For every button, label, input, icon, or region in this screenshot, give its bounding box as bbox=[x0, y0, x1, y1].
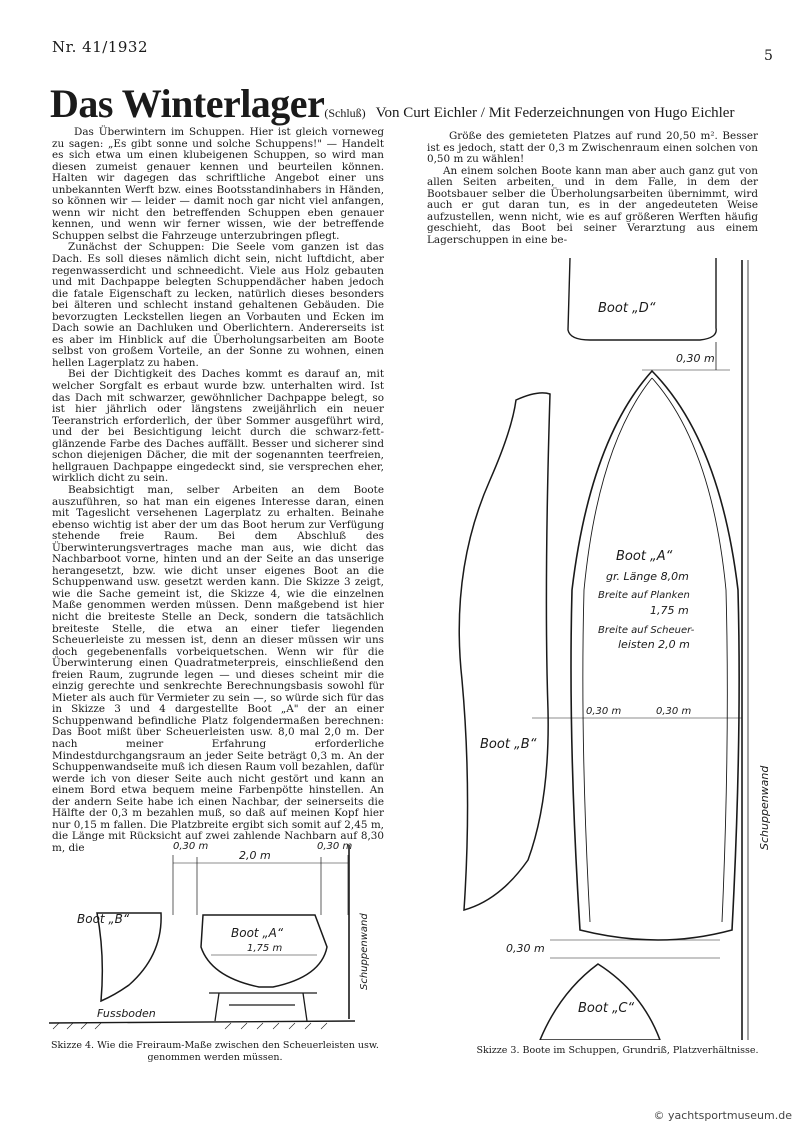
paragraph: Zunächst der Schuppen: Die Seele vom ganzen ist das Dach. Es soll dieses nämlich dicht sein, nicht luftdicht, aber regenwasserdicht und schneedicht. Viele aus Holz gebauten und mit Dachpappe belegten Schuppendächer haben jedoch die fatale Eigenschaft zu lecken, natürlich dieses besonders bei älteren und schlecht instand gehaltenen Gebäuden. Die bevorzugten Leckstellen liegen an Vorbauten und Ecken im Dach sowie an Dachluken und Oberlichtern. Andererseits ist es aber im Hinblick auf die Überholungsarbeiten am Boote selbst von großem Vorteile, an der Sonne zu wohnen, einen hellen Lagerplatz zu haben. bbox=[52, 241, 384, 369]
sketch4-caption: Skizze 4. Wie die Freiraum-Maße zwischen den Scheuerleisten usw. genommen werden müssen. bbox=[51, 1040, 379, 1063]
sketch3-caption: Skizze 3. Boote im Schuppen, Grundriß, Platzverhältnisse. bbox=[476, 1045, 759, 1056]
sketch3-boat-a-beam-value: 1,75 m bbox=[650, 604, 689, 617]
sketch3-boat-a-rub-value: leisten 2,0 m bbox=[618, 638, 690, 651]
boat-b-outline bbox=[459, 393, 550, 910]
sketch4-dim-right: 0,30 m bbox=[317, 841, 353, 852]
boat-a-hull bbox=[571, 371, 739, 940]
article-title bbox=[50, 80, 780, 127]
floor-line bbox=[49, 1021, 355, 1023]
sketch3-gap-right: 0,30 m bbox=[656, 706, 692, 717]
article-right-column bbox=[427, 131, 758, 246]
issue-number: Nr. 41/1932 bbox=[52, 38, 148, 56]
boat-b-section bbox=[97, 913, 161, 1001]
page-number: 5 bbox=[764, 48, 773, 64]
sketch3-boat-a-title: Boot „A“ bbox=[616, 549, 673, 564]
sketch3-gap-left: 0,30 m bbox=[586, 706, 622, 717]
title-main: Das Winterlager bbox=[50, 81, 325, 126]
sketch4-boat-b-label: Boot „B“ bbox=[77, 912, 130, 926]
sketch3-boat-a-length: gr. Länge 8,0m bbox=[606, 570, 689, 583]
boat-d-outline bbox=[568, 258, 716, 340]
sketch4-dim-left: 0,30 m bbox=[173, 841, 209, 852]
sketch4-dim-width: 2,0 m bbox=[239, 849, 271, 862]
title-continuation: (Schluß) bbox=[324, 106, 366, 120]
sketch4-cross-section bbox=[45, 835, 385, 1035]
sketch3-gap-top: 0,30 m bbox=[676, 352, 715, 365]
watermark: © yachtsportmuseum.de bbox=[653, 1109, 792, 1122]
floor-hatching bbox=[53, 1023, 327, 1029]
sketch3-boat-a-beam-label: Breite auf Planken bbox=[598, 590, 690, 601]
title-byline: Von Curt Eichler / Mit Federzeichnungen von Hugo Eichler bbox=[375, 105, 735, 121]
sketch3-floor-plan bbox=[420, 240, 780, 1040]
paragraph: Größe des gemieteten Platzes auf rund 20,50 m². Besser ist es jedoch, statt der 0,3 m Zwischenraum einen solchen von 0,50 m zu wählen! bbox=[427, 130, 758, 166]
sketch4-inner-width: 1,75 m bbox=[247, 943, 283, 954]
paragraph: An einem solchen Boote kann man aber auch ganz gut von allen Seiten arbeiten, und in dem Falle, in dem der Bootsbauer selber die Überholungsarbeiten übernimmt, wird auch er gut daran tun, es in der angedeuteten Weise aufzustellen, wenn nicht, wie es auf größeren Werften häufig geschieht, das Boot bei seiner Verarztung aus einem Lagerschuppen in eine be- bbox=[427, 164, 758, 246]
sketch3-boat-d-label: Boot „D“ bbox=[598, 301, 656, 316]
article-left-column bbox=[52, 127, 384, 854]
sketch4-wall-label: Schuppenwand bbox=[359, 913, 370, 990]
paragraph: Bei der Dichtigkeit des Daches kommt es darauf an, mit welcher Sorgfalt es erbaut wurde bzw. unterhalten wird. Ist das Dach mit schwarzer, gewöhnlicher Dachpappe belegt, so ist hier jährlich oder längstens zweijährlich ein neuer Teeranstrich erforderlich, der über Sommer ausgeführt wird, und der bei Besichtigung leicht durch die schwarz-fett-glänzende Farbe des Daches auffällt. Besser und sicherer sind schon diejenigen Dächer, die mit der sogenannten teerfreien, hellgrauen Dachpappe eingedeckt sind, sie versprechen eher, wirklich dicht zu sein. bbox=[52, 368, 384, 485]
sketch4-boat-a-label: Boot „A“ bbox=[231, 926, 284, 940]
paragraph: Das Überwintern im Schuppen. Hier ist gleich vorneweg zu sagen: „Es gibt sonne und solche Schuppens!" — Handelt es sich etwa um einen klubeigenen Schuppen, so wird man diesen zumeist genauer kennen und beurteilen können. Halten wir dagegen das schriftliche Angebot einer uns unbekannten Werft bzw. eines Bootsstandinhabers in Händen, so können wir — leider — damit noch gar nicht viel anfangen, wenn wir nicht den betreffenden Schuppen eben genauer kennen, und wenn wir ferner wissen, wie der betreffende Schuppen selbst die Fahrzeuge unterzubringen pflegt. bbox=[52, 126, 384, 242]
sketch3-boat-b-label: Boot „B“ bbox=[480, 737, 537, 752]
boat-stand bbox=[209, 993, 317, 1021]
sketch3-boat-a-rub-label: Breite auf Scheuer- bbox=[598, 625, 695, 636]
sketch3-wall-label: Schuppenwand bbox=[758, 765, 771, 850]
sketch4-floor-label: Fussboden bbox=[97, 1007, 156, 1020]
sketch3-gap-bottom: 0,30 m bbox=[506, 942, 545, 955]
sketch3-boat-c-label: Boot „C“ bbox=[578, 1001, 635, 1016]
paragraph: Beabsichtigt man, selber Arbeiten an dem Boote auszuführen, so hat man ein eigenes Interesse daran, einen mit Tageslicht versehenen Lagerplatz zu erhalten. Beinahe ebenso wichtig ist aber der um das Boot herum zur Verfügung stehende freie Raum. Bei dem Abschluß des Überwinterungsvertrages mache man aus, wie dicht das Nachbarboot vorne, hinten und an der Seite an das unserige herangesetzt, bzw. wie dicht unser eigenes Boot an die Schuppenwand usw. gesetzt werden kann. Die Skizze 3 zeigt, wie die Sache gemeint ist, die Skizze 4, wie die einzelnen Maße genommen werden müssen. Denn maßgebend ist hier nicht die breiteste Stelle an Deck, sondern die tatsächlich breiteste Stelle, die etwa an einer tiefer liegenden Scheuerleiste zu messen ist, denn an dieser müssen wir uns doch gegebenenfalls vorbeiquetschen. Wenn wir für die Überwinterung einen Quadratmeterpreis, einschließend den freien Raum, zugrunde legen — und dieses scheint mir die einzig gerechte und senkrechte Berechnungsbasis sowohl für Mieter als auch für Vermieter zu sein —, so würde sich für das in Skizze 3 und 4 dargestellte Boot „A" der an einer Schuppenwand befindliche Platz folgendermaßen berechnen: Das Boot mißt über Scheuerleisten usw. 8,0 mal 2,0 m. Der nach meiner Erfahrung erforderliche Mindestdurchgangsraum an jeder Seite beträgt 0,3 m. An der Schuppenwandseite muß ich diesen Raum voll bezahlen, dafür werde ich von dieser Seite auch nicht gestört und kann an einem Bord etwa bequem meine Farbenpötte hinstellen. An der andern Seite habe ich einen Nachbar, der seinerseits die Hälfte der 0,3 m bezahlen muß, so daß auf meinen Kopf hier nur 0,15 m fallen. Die Platzbreite ergibt sich somit auf 2,45 m, die Länge mit Rücksicht auf zwei zahlende Nachbarn auf 8,30 m, die bbox=[52, 483, 384, 854]
